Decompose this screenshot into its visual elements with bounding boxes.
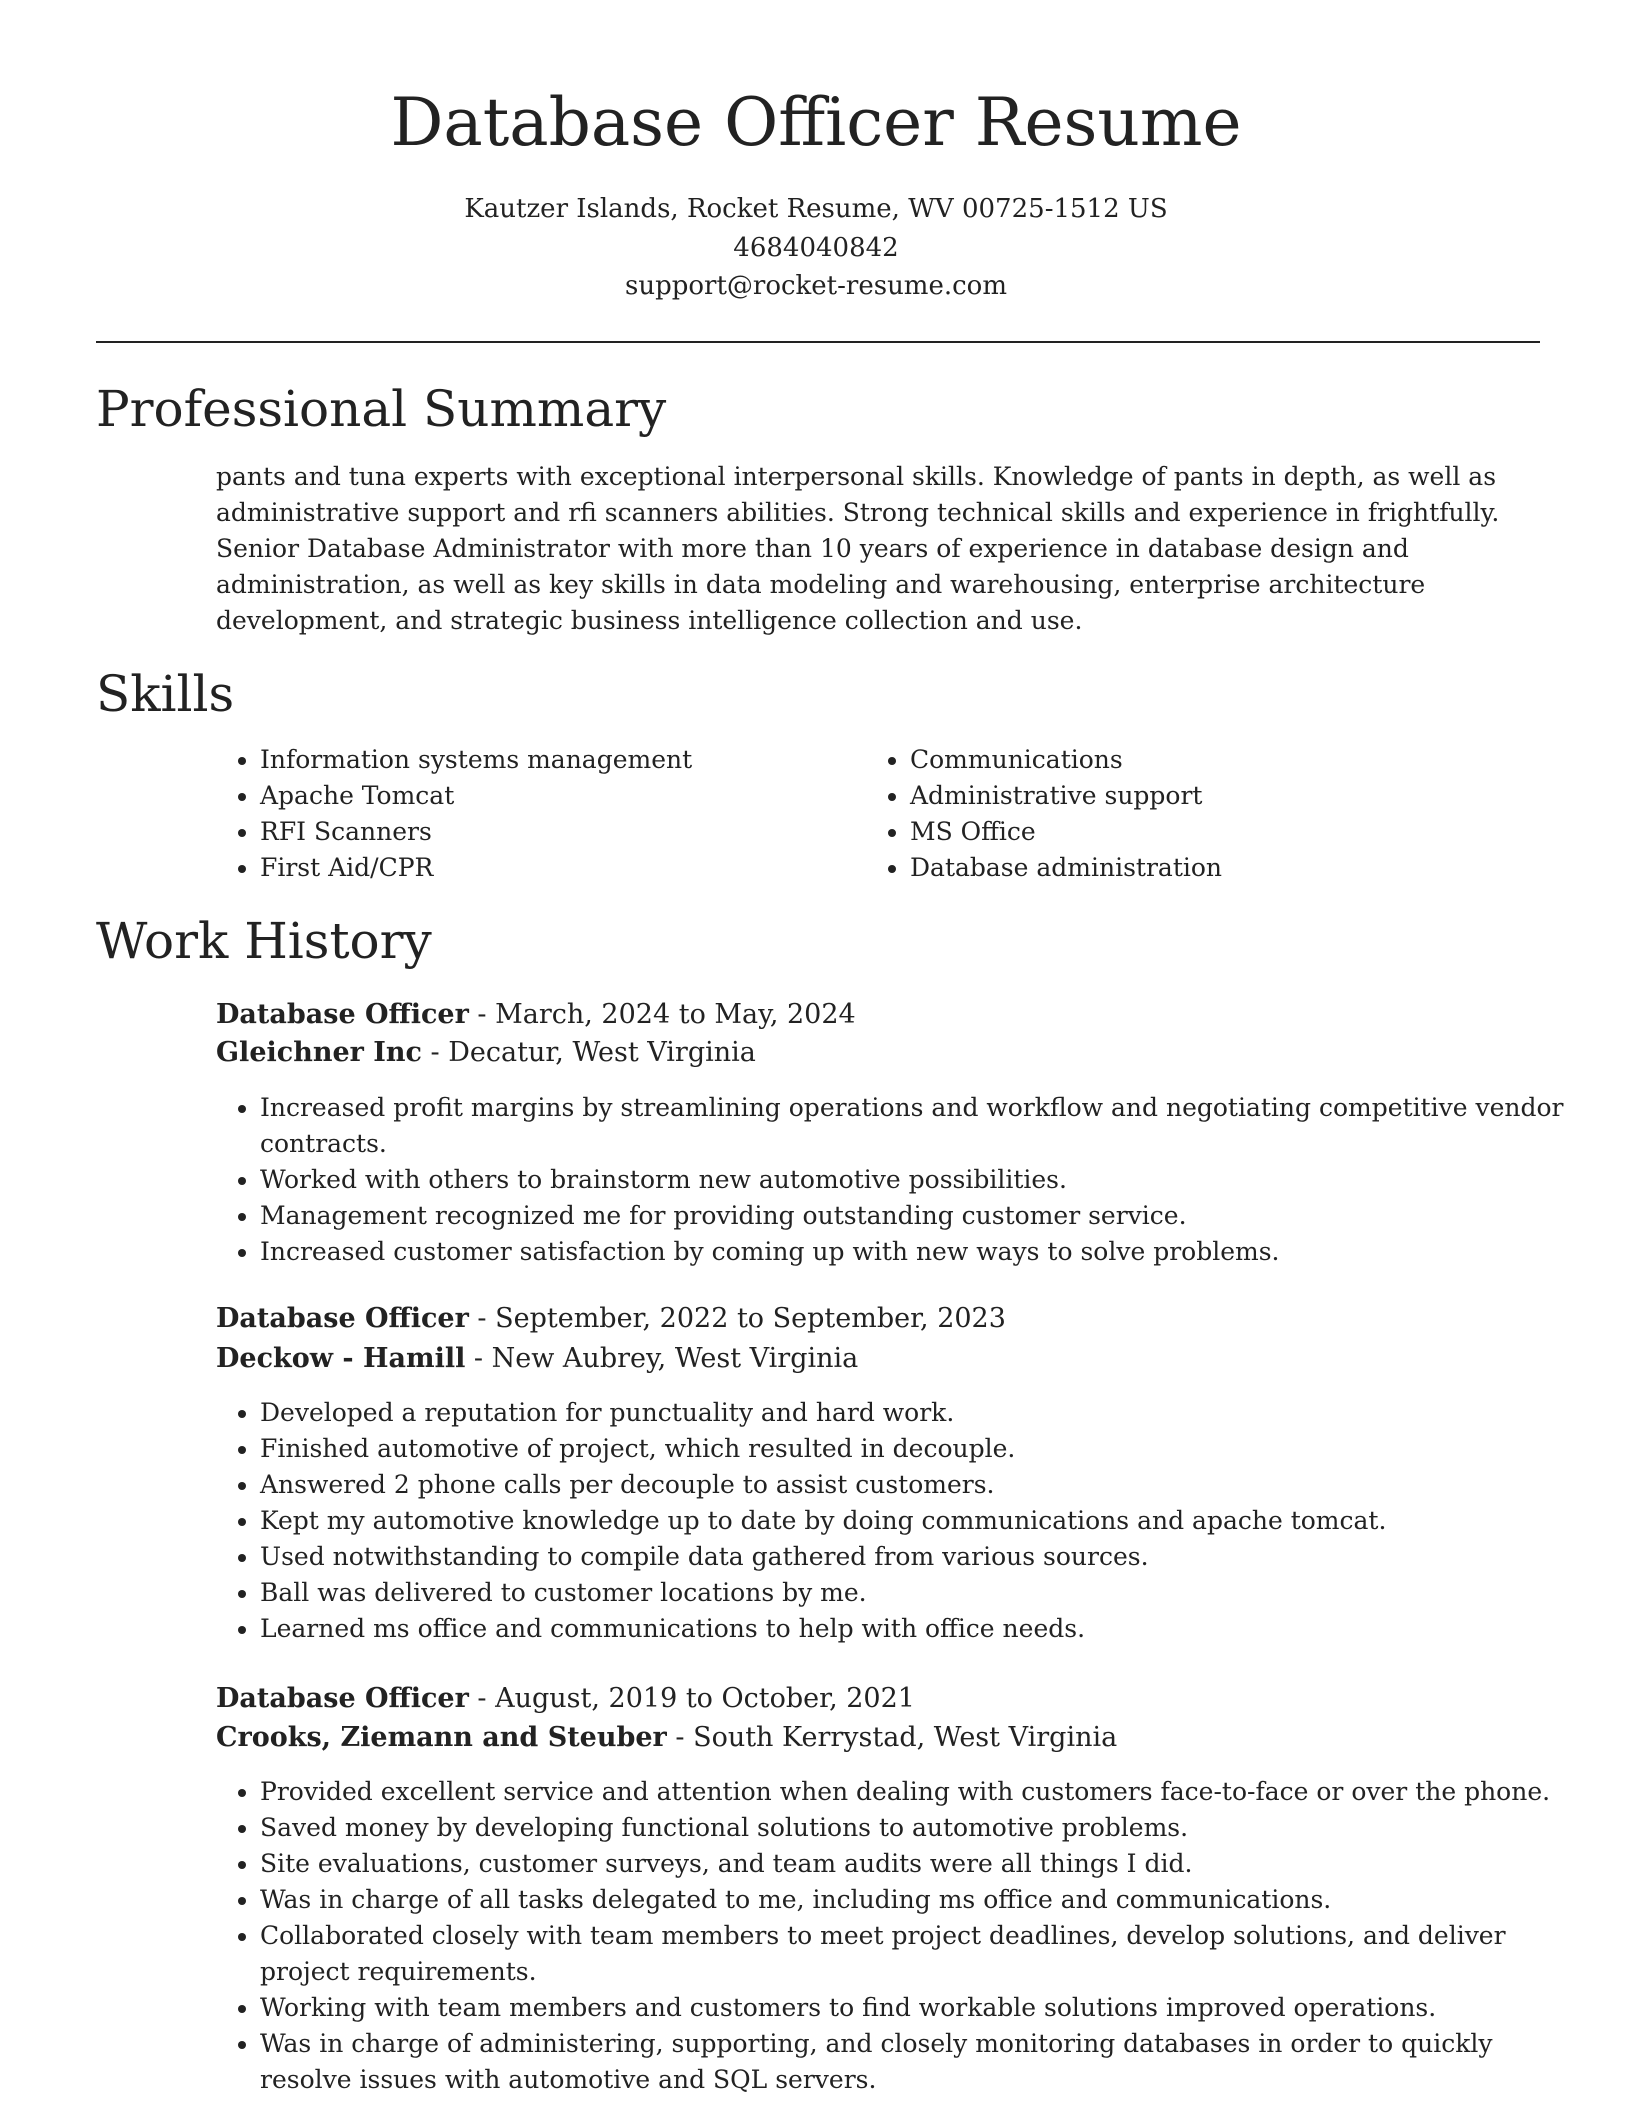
job-location: - New Aubrey, West Virginia [465,1343,859,1374]
list-item: • Saved money by developing functional solutions to automotive problems. [260,1810,1590,1846]
contact-phone: 4684040842 [733,233,899,263]
list-item: • Collaborated closely with team members to meet project deadlines, develop solutions, and deliver project requirements. [260,1918,1590,1990]
list-item: • Used notwithstanding to compile data gathered from various sources. [260,1539,1590,1575]
job-dates: - September, 2022 to September, 2023 [468,1303,1006,1334]
list-item: • Developed a reputation for punctuality and hard work. [260,1395,1590,1431]
list-item: • Management recognized me for providing outstanding customer service. [260,1198,1590,1234]
skill-item: • First Aid/CPR [260,850,840,886]
skill-item: • Database administration [910,850,1510,886]
job-title-line [216,1680,915,1718]
skill-item: • Communications [910,742,1510,778]
job-dates: - August, 2019 to October, 2021 [468,1683,915,1714]
list-item: • Finished automotive of project, which resulted in decouple. [260,1431,1590,1467]
list-item: • Site evaluations, customer surveys, and team audits were all things I did. [260,1846,1590,1882]
list-item: • Ball was delivered to customer locations by me. [260,1575,1590,1611]
summary-heading: Professional Summary [96,380,667,438]
job-company: Crooks, Ziemann and Steuber [216,1722,667,1753]
list-item: • Provided excellent service and attention when dealing with customers face-to-face or over the phone. [260,1774,1590,1810]
work-heading: Work History [96,912,432,970]
list-item: • Working with team members and customers to find workable solutions improved operations. [260,1990,1590,2026]
skill-item: • RFI Scanners [260,814,840,850]
contact-email: support@rocket-resume.com [624,271,1007,301]
header-divider [96,341,1540,343]
list-item: • Kept my automotive knowledge up to date by doing communications and apache tomcat. [260,1503,1590,1539]
job-company: Deckow - Hamill [216,1343,466,1374]
list-item: • Increased customer satisfaction by coming up with new ways to solve problems. [260,1234,1590,1270]
summary-text: pants and tuna experts with exceptional interpersonal skills. Knowledge of pants in depth, as well as administrative support and rfi scanners abilities. Strong technical skills and experience in frightfully. Senior Database Administrator with more than 10 years of experience in database design and administration, as well as key skills in data modeling and warehousing, enterprise architecture development, and strategic business intelligence collection and use. [216,462,1500,635]
job-title-line [216,996,856,1034]
job-bullets [216,1395,1590,1647]
job-location: - Decatur, West Virginia [421,1037,756,1068]
skill-item: • Information systems management [260,742,840,778]
job-title: Database Officer [216,1303,469,1334]
list-item: • Learned ms office and communications to help with office needs. [260,1611,1590,1647]
job-title: Database Officer [216,1683,469,1714]
skill-item: • MS Office [910,814,1510,850]
job-company-line [216,1719,1117,1757]
job-company-line [216,1034,756,1072]
job-dates: - March, 2024 to May, 2024 [468,999,856,1030]
skills-heading: Skills [96,665,235,723]
skill-item: • Apache Tomcat [260,778,840,814]
skills-list-left [216,742,840,886]
job-company-line [216,1340,858,1378]
job-title-line [216,1300,1006,1338]
list-item: • Was in charge of all tasks delegated to me, including ms office and communications. [260,1882,1590,1918]
list-item: • Increased profit margins by streamlining operations and workflow and negotiating competitive vendor contracts. [260,1090,1590,1162]
job-location: - South Kerrystad, West Virginia [666,1722,1118,1753]
job-title: Database Officer [216,999,469,1030]
list-item: • Answered 2 phone calls per decouple to assist customers. [260,1467,1590,1503]
job-bullets [216,1090,1590,1270]
job-company: Gleichner Inc [216,1037,422,1068]
skill-item: • Administrative support [910,778,1510,814]
list-item: • Was in charge of administering, supporting, and closely monitoring databases in order to quickly resolve issues with automotive and SQL servers. [260,2026,1590,2098]
page-title: Database Officer Resume [390,84,1242,161]
skills-list-right [866,742,1510,886]
list-item: • Worked with others to brainstorm new automotive possibilities. [260,1162,1590,1198]
job-bullets [216,1774,1590,2098]
contact-address: Kautzer Islands, Rocket Resume, WV 00725-1512 US [464,194,1168,224]
